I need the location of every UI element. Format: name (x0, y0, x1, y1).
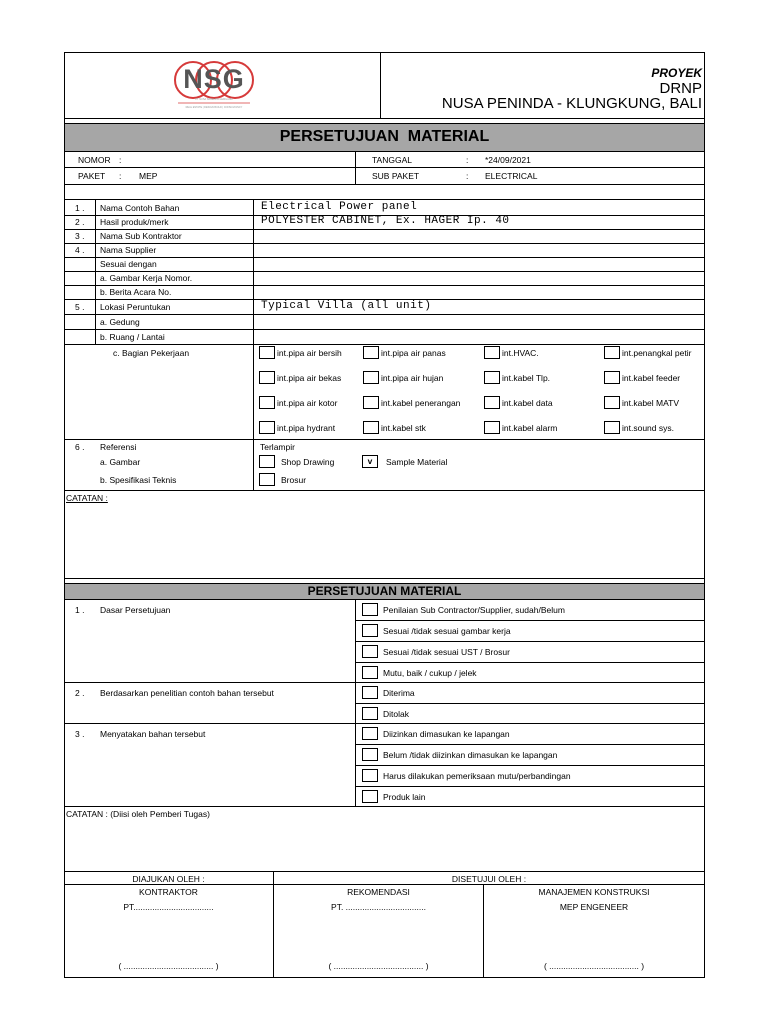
approval-option: Sesuai /tidak sesuai UST / Brosur (383, 647, 510, 657)
checkbox[interactable] (604, 421, 620, 434)
option-label: int.kabel MATV (622, 398, 680, 408)
option-label: int.kabel penerangan (381, 398, 461, 408)
logo-subtitle-1: PT NUSA SIDARATA GEMILANG (195, 98, 233, 101)
shop-drawing-checkbox[interactable] (259, 455, 275, 468)
option-label: int.penangkal petir (622, 348, 692, 358)
checkbox[interactable] (259, 346, 275, 359)
disetujui-oleh-label: DISETUJUI OLEH : (451, 874, 527, 884)
checkbox[interactable] (259, 396, 275, 409)
approval-1-number: 1 . (75, 605, 85, 615)
kontraktor-pt: PT.................................. (123, 902, 214, 912)
approval-option: Mutu, baik / cukup / jelek (383, 668, 477, 678)
item-4-sesuai: Sesuai dengan (100, 259, 157, 269)
item-5-gedung: a. Gedung (100, 317, 140, 327)
checkbox[interactable] (362, 769, 378, 782)
option-label: int.pipa air kotor (277, 398, 338, 408)
kontraktor-label: KONTRAKTOR (139, 887, 198, 897)
item-4-number: 4 . (75, 245, 85, 255)
company-logo (166, 58, 262, 116)
nomor-colon: : (119, 155, 122, 165)
checkbox[interactable] (259, 421, 275, 434)
kontraktor-signature: ( ...................................... ) (118, 961, 219, 971)
logo-subtitle-2: REAL ESTATE | DESIGN BUILD | CONSULTANCY (185, 106, 243, 109)
item-5-value: Typical Villa (all unit) (261, 300, 432, 312)
checkbox[interactable] (484, 371, 500, 384)
section2-title: PERSETUJUAN MATERIAL (307, 584, 462, 598)
item-5-label: Lokasi Peruntukan (100, 302, 171, 312)
item-3-number: 3 . (75, 231, 85, 241)
checkbox[interactable] (604, 371, 620, 384)
item-6-number: 6 . (75, 442, 85, 452)
proyek-label: PROYEK (651, 66, 702, 80)
approval-option: Penilaian Sub Contractor/Supplier, sudah/Belum (383, 605, 565, 615)
option-label: int.HVAC. (502, 348, 539, 358)
referensi-spesifikasi: b. Spesifikasi Teknis (100, 475, 177, 485)
checkbox[interactable] (362, 666, 378, 679)
brosur-label: Brosur (281, 475, 307, 485)
rekomendasi-pt: PT. .................................. (331, 902, 426, 912)
option-label: int.pipa hydrant (277, 423, 336, 433)
checkbox[interactable] (604, 396, 620, 409)
checkbox[interactable] (362, 790, 378, 803)
item-1-value: Electrical Power panel (261, 201, 418, 213)
brosur-checkbox[interactable] (259, 473, 275, 486)
option-label: int.kabel Tlp. (502, 373, 551, 383)
checkbox[interactable] (363, 371, 379, 384)
tanggal-colon: : (466, 155, 469, 165)
checkbox[interactable] (604, 346, 620, 359)
referensi-gambar: a. Gambar (100, 457, 141, 467)
subpaket-colon: : (466, 171, 469, 181)
paket-value: MEP (139, 171, 158, 181)
nomor-label: NOMOR (78, 155, 111, 165)
checkbox[interactable] (484, 396, 500, 409)
option-label: int.kabel data (502, 398, 553, 408)
option-label: int.kabel alarm (502, 423, 558, 433)
checkbox[interactable] (362, 748, 378, 761)
approval-option: Ditolak (383, 709, 409, 719)
catatan-label: CATATAN : (66, 493, 108, 503)
option-label: int.kabel feeder (622, 373, 681, 383)
option-label: int.kabel stk (381, 423, 426, 433)
option-label: int.pipa air panas (381, 348, 446, 358)
item-3-label: Nama Sub Kontraktor (100, 231, 182, 241)
project-code: DRNP (659, 80, 702, 97)
diterima-checkbox[interactable] (362, 686, 378, 699)
mk-signature: ( ...................................... ) (543, 961, 645, 971)
mk-label: MANAJEMEN KONSTRUKSI (538, 887, 650, 897)
tanggal-label: TANGGAL (372, 155, 412, 165)
checkbox[interactable] (363, 396, 379, 409)
ditolak-checkbox[interactable] (362, 707, 378, 720)
approval-option: Diizinkan dimasukan ke lapangan (383, 729, 510, 739)
checkbox[interactable] (362, 603, 378, 616)
approval-3-label: Menyatakan bahan tersebut (100, 729, 206, 739)
approval-option: Belum /tidak diizinkan dimasukan ke lapangan (383, 750, 558, 760)
checkbox[interactable] (362, 624, 378, 637)
catatan-pemberi-tugas-label: CATATAN : (Diisi oleh Pemberi Tugas) (66, 809, 210, 819)
checkbox[interactable] (362, 645, 378, 658)
item-4-label: Nama Supplier (100, 245, 157, 255)
checkbox[interactable] (362, 727, 378, 740)
item-2-number: 2 . (75, 217, 85, 227)
approval-1-label: Dasar Persetujuan (100, 605, 171, 615)
tanggal-value: *24/09/2021 (485, 155, 531, 165)
subpaket-label: SUB PAKET (372, 171, 420, 181)
checkbox[interactable] (484, 421, 500, 434)
item-4-berita-acara: b. Berita Acara No. (100, 287, 172, 297)
approval-3-number: 3 . (75, 729, 85, 739)
sample-material-label: Sample Material (386, 457, 448, 467)
rekomendasi-signature: ( ...................................... ) (328, 961, 429, 971)
rekomendasi-label: REKOMENDASI (347, 887, 410, 897)
item-5-number: 5 . (75, 302, 85, 312)
shop-drawing-label: Shop Drawing (281, 457, 335, 467)
paket-colon: : (119, 171, 122, 181)
checkbox[interactable] (484, 346, 500, 359)
item-2-value: POLYESTER CABINET, Ex. HAGER Ip. 40 (261, 215, 510, 227)
item-4-gambar-kerja: a. Gambar Kerja Nomor. (100, 273, 193, 283)
mep-engineer-label: MEP ENGENEER (559, 902, 629, 912)
logo-letters: NSG (183, 64, 245, 94)
option-label: int.sound sys. (622, 423, 674, 433)
approval-option: Sesuai /tidak sesuai gambar kerja (383, 626, 511, 636)
option-label: int.pipa air bersih (277, 348, 342, 358)
item-5-bagian: c. Bagian Pekerjaan (113, 348, 190, 358)
diajukan-oleh-label: DIAJUKAN OLEH : (132, 874, 205, 884)
sample-material-checkbox[interactable]: v (362, 455, 378, 468)
item-2-label: Hasil produk/merk (100, 217, 169, 227)
approval-option: Produk lain (383, 792, 426, 802)
approval-2-number: 2 . (75, 688, 85, 698)
approval-option: Harus dilakukan pemeriksaan mutu/perbandingan (383, 771, 571, 781)
approval-2-label: Berdasarkan penelitian contoh bahan tersebut (100, 688, 274, 698)
item-5-ruang: b. Ruang / Lantai (100, 332, 165, 342)
checkbox[interactable] (363, 346, 379, 359)
checkbox[interactable] (363, 421, 379, 434)
option-label: int.pipa air bekas (277, 373, 342, 383)
referensi-label: Referensi (100, 442, 137, 452)
approval-option: Diterima (383, 688, 415, 698)
terlampir-label: Terlampir (260, 442, 295, 452)
paket-label: PAKET (78, 171, 106, 181)
item-1-label: Nama Contoh Bahan (100, 203, 180, 213)
checkbox[interactable] (259, 371, 275, 384)
option-label: int.pipa air hujan (381, 373, 444, 383)
item-1-number: 1 . (75, 203, 85, 213)
project-name: NUSA PENINDA - KLUNGKUNG, BALI (441, 95, 702, 112)
subpaket-value: ELECTRICAL (485, 171, 538, 181)
form-title: PERSETUJUAN MATERIAL (279, 128, 490, 145)
